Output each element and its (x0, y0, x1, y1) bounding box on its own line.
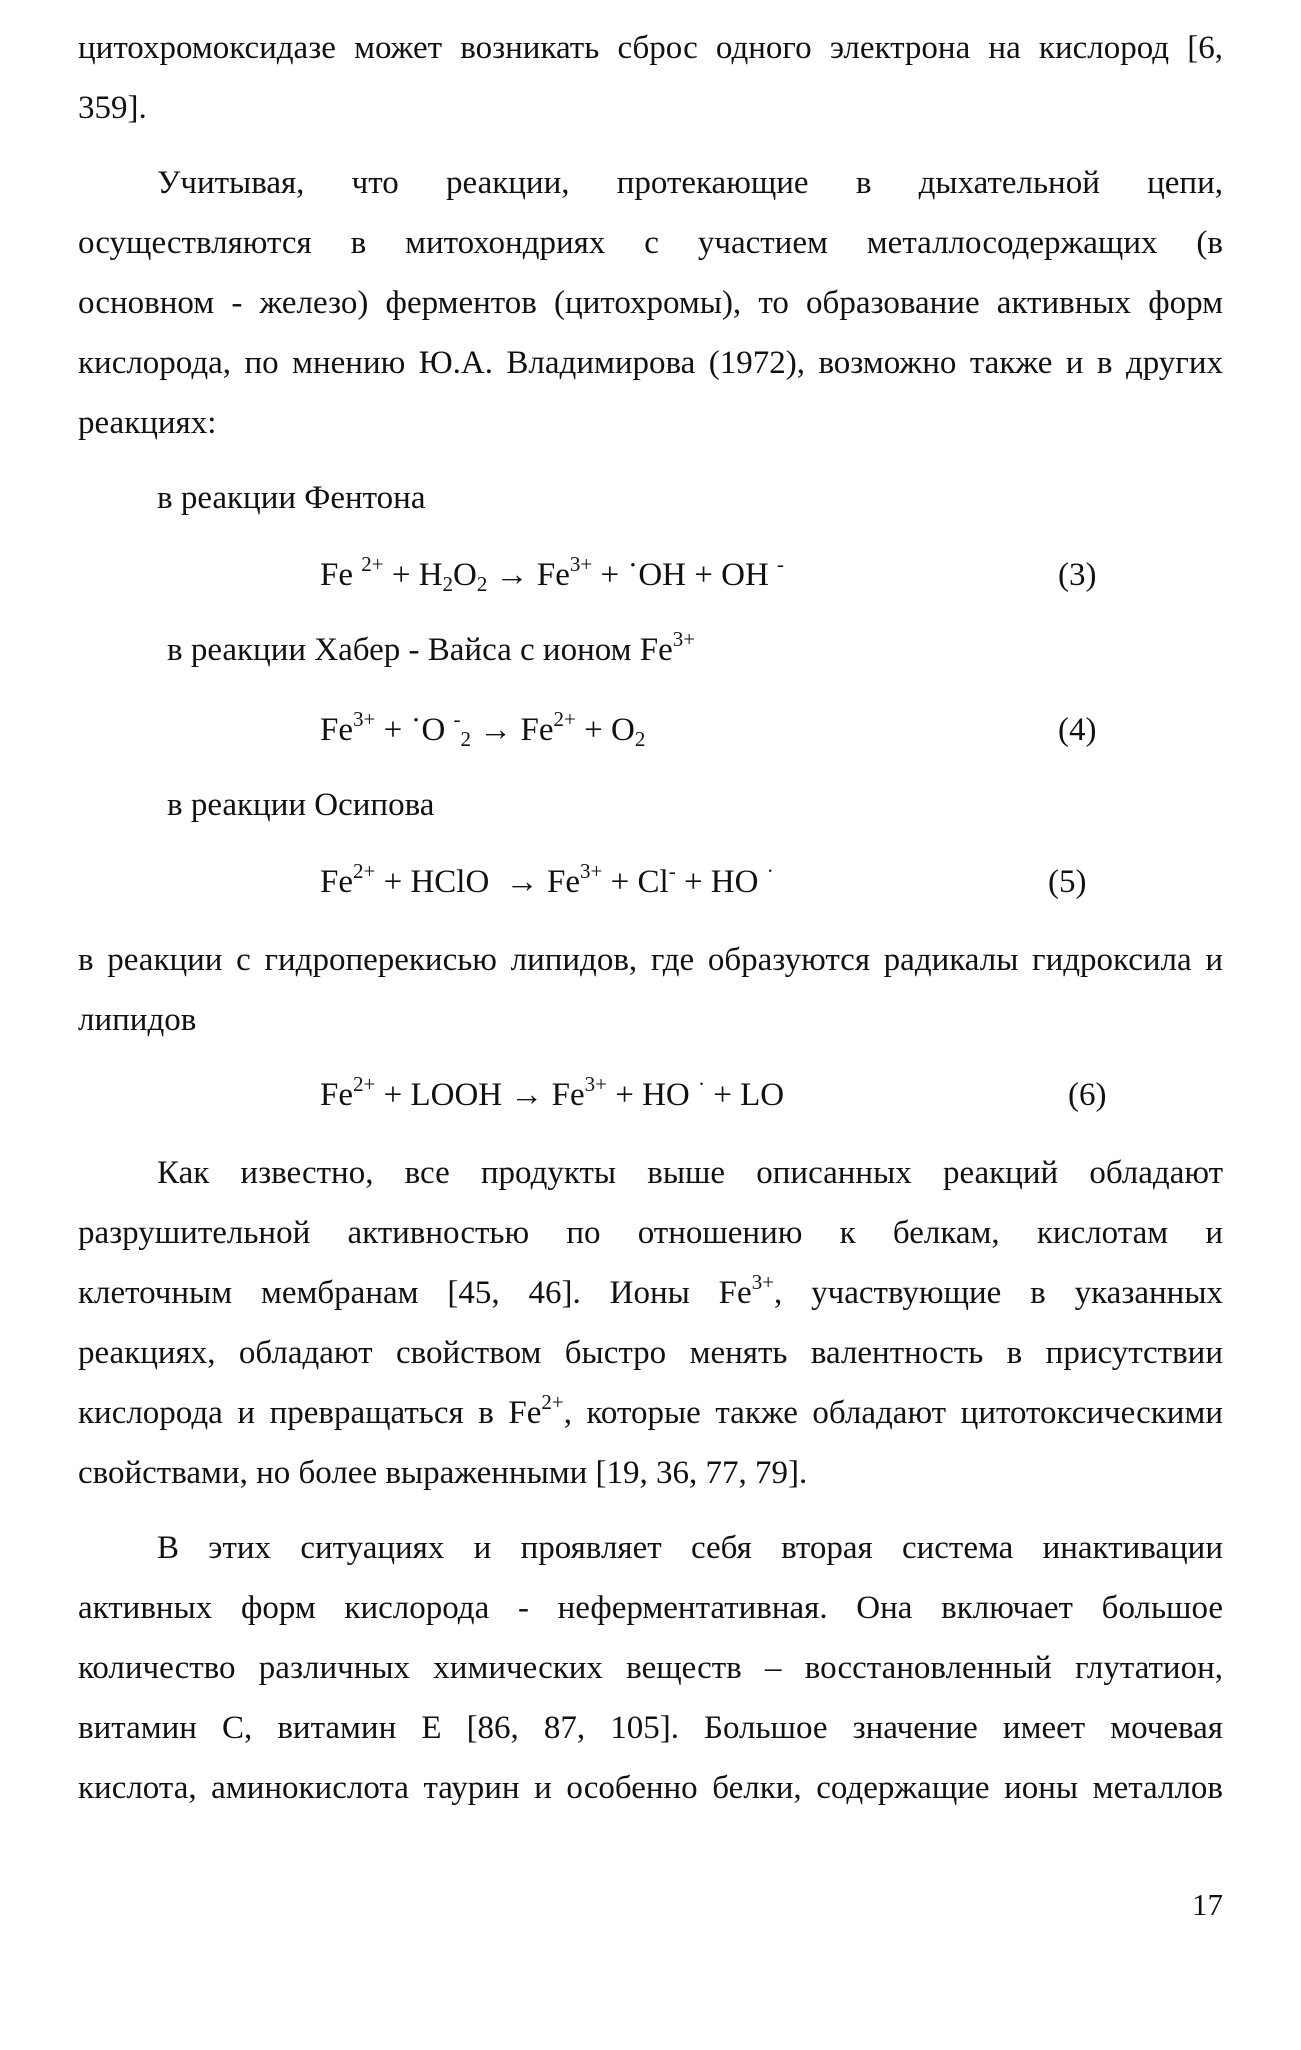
reaction4-label-sup: 3+ (672, 627, 696, 651)
reaction5-number: (5) (1048, 864, 1087, 900)
para3-line1: Как известно, все продукты выше описанных реакций обладают (157, 1155, 1223, 1191)
reaction6-label-line2: липидов (78, 1002, 197, 1038)
reaction5-formula: $Fe^{2+}$ + HClO → $Fe^{3+} + Cl^-$ + HO · (320, 859, 774, 900)
para1-line2: 359]. (78, 90, 147, 126)
reaction6-label-line1: в реакции с гидроперекисью липидов, где образуются радикалы гидроксила и (78, 942, 1223, 978)
para3-line5-a: кислорода и превращаться в Fe (78, 1395, 542, 1431)
reaction4-label (167, 627, 696, 670)
para2-line1: Учитывая, что реакции, протекающие в дыхательной цепи, (157, 165, 1223, 201)
para2-line4: кислорода, по мнению Ю.А. Владимирова (1972), возможно также и в других (78, 345, 1223, 381)
para4-line2: активных форм кислорода - неферментативная. Она включает большое (78, 1590, 1223, 1626)
para2-line2: осуществляются в митохондриях с участием металлосодержащих (в (78, 225, 1223, 261)
reaction3-number: (3) (1058, 557, 1097, 593)
reaction6-number: (6) (1068, 1077, 1107, 1113)
page-number: 17 (1192, 1887, 1223, 1922)
para2-line3: основном - железо) ферментов (цитохромы), то образование активных форм (78, 285, 1223, 321)
reaction6-formula: $Fe^{2+}$ + LOOH → $Fe^{3+}$ + HO · + LO (320, 1072, 785, 1113)
reaction3-label: в реакции Фентона (157, 480, 426, 516)
reaction4-formula: $Fe^{3+}$ + ˙O $^-_2 \to Fe^{2+} + O_2$ (320, 707, 646, 751)
para3-line3 (78, 1270, 1223, 1313)
para3-line4: реакциях, обладают свойством быстро менять валентность в присутствии (78, 1335, 1223, 1371)
para3-line6: свойствами, но более выраженными [19, 36, 77, 79]. (78, 1455, 808, 1491)
para4-line1: В этих ситуациях и проявляет себя вторая система инактивации (157, 1530, 1223, 1566)
para4-line5: кислота, аминокислота таурин и особенно белки, содержащие ионы металлов (78, 1770, 1223, 1806)
reaction4-number: (4) (1058, 712, 1097, 748)
reaction3-formula: Fe $^{2+} + H_2O_2 \to Fe^{3+}$ + ˙OH + OH - (320, 552, 785, 596)
reaction5-label: в реакции Осипова (167, 787, 435, 823)
para4-line3: количество различных химических веществ – восстановленный глутатион, (78, 1650, 1223, 1686)
para3-line5-b: , которые также обладают цитотоксическими (563, 1395, 1223, 1431)
reaction4-label-text: в реакции Хабер - Вайса с ионом Fe (167, 632, 673, 668)
para3-line3-sup: 3+ (751, 1270, 775, 1294)
para3-line5-sup: 2+ (541, 1390, 564, 1414)
para2-line5: реакциях: (78, 405, 217, 441)
para4-line4: витамин С, витамин Е [86, 87, 105]. Большое значение имеет мочевая (78, 1710, 1223, 1746)
para1-line1: цитохромоксидазе может возникать сброс одного электрона на кислород [6, (78, 30, 1223, 66)
para3-line3-a: клеточным мембранам [45, 46]. Ионы Fe (78, 1275, 752, 1311)
para3-line2: разрушительной активностью по отношению к белкам, кислотам и (78, 1215, 1223, 1251)
para3-line3-b: , участвующие в указанных (774, 1275, 1223, 1311)
para3-line5 (78, 1390, 1223, 1433)
